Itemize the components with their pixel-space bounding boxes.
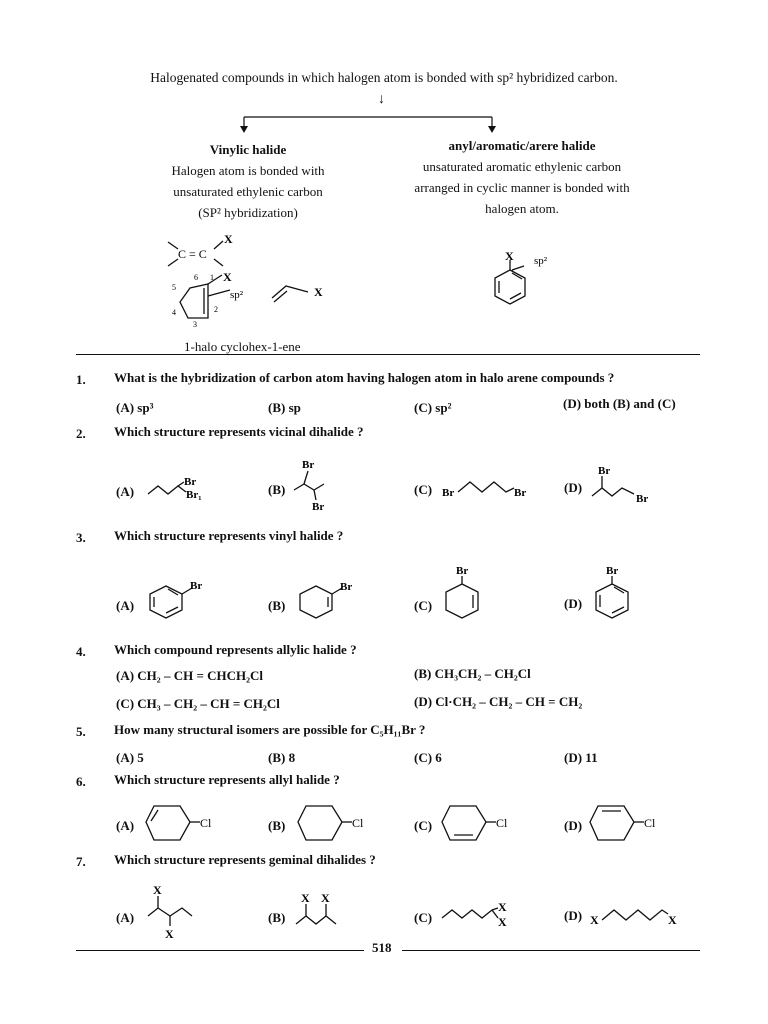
q6-structure-a — [144, 802, 224, 846]
option-b: (B) sp — [268, 400, 301, 415]
q6-structure-d — [588, 802, 668, 846]
cl-label: Cl — [200, 816, 212, 830]
vinylic-structures — [150, 228, 350, 328]
question-text: Which structure represents vinyl halide ? — [114, 528, 344, 543]
option-b: (B) — [268, 482, 286, 497]
vinylic-line1: Halogen atom is bonded with — [171, 163, 325, 178]
q2-structure-b — [290, 456, 340, 512]
x-label: X — [314, 285, 323, 299]
x-label: X — [668, 913, 677, 927]
option-d: (D) Cl·CH₂ – CH₂ – CH = CH₂ — [414, 694, 583, 709]
question-text: Which structure represents vicinal dihalide ? — [114, 424, 364, 439]
option-b: (B) CH₃CH₂ – CH₂Cl — [414, 666, 531, 681]
option-b: (B) 8 — [268, 750, 296, 765]
q7-structure-d — [590, 902, 690, 932]
aryl-halide-block — [388, 135, 656, 219]
question-text: What is the hybridization of carbon atom having halogen atom in halo arene compounds ? — [114, 370, 615, 385]
vinylic-line2: unsaturated ethylenic carbon — [173, 184, 323, 199]
q3-structure-b — [296, 576, 360, 622]
option-b: (B) — [268, 818, 286, 833]
q2-structure-a — [146, 470, 216, 506]
ceq-label: C = C — [178, 247, 207, 261]
x-label: X — [498, 900, 507, 914]
q7-structure-b — [294, 888, 354, 934]
question-text: How many structural isomers are possible for C₅H₁₁Br ? — [114, 722, 426, 737]
br-label: Br — [442, 487, 455, 499]
option-d: (D) — [564, 480, 583, 495]
br-label: Br — [598, 465, 611, 477]
x-label: X — [498, 915, 507, 929]
question-text: Which compound represents allylic halide ? — [114, 642, 357, 657]
ring-num-3: 3 — [193, 320, 197, 329]
option-a: (A) — [116, 910, 135, 925]
question-number: 7. — [76, 854, 86, 869]
x-label: X — [223, 270, 232, 284]
option-a: (A) — [116, 818, 135, 833]
option-b: (B) — [268, 598, 286, 613]
q3-structure-a — [146, 576, 210, 622]
br-label: Br₁ — [186, 489, 202, 501]
page-number: 518 — [372, 940, 392, 955]
br-label: Br — [606, 565, 619, 577]
ring-num-1: 1 — [210, 273, 214, 282]
option-d: (D) — [564, 596, 583, 611]
option-c: (C) — [414, 482, 433, 497]
ring-num-5: 5 — [172, 283, 176, 292]
option-d: (D) — [564, 908, 583, 923]
option-d: (D) both (B) and (C) — [563, 396, 676, 411]
cl-label: Cl — [644, 816, 656, 830]
cl-label: Cl — [496, 816, 508, 830]
question-number: 2. — [76, 426, 86, 441]
option-a: (A) — [116, 598, 135, 613]
q2-structure-c — [442, 474, 542, 504]
question-text: Which structure represents geminal dihalides ? — [114, 852, 376, 867]
option-a: (A) 5 — [116, 750, 144, 765]
intro-text: Halogenated compounds in which halogen atom is bonded with sp² hybridized carbon. — [150, 70, 618, 85]
x-label: X — [505, 249, 514, 263]
x-label: X — [165, 927, 174, 941]
sp2-label: sp² — [230, 289, 244, 301]
aryl-line1: unsaturated aromatic ethylenic carbon — [422, 159, 622, 174]
option-c: (C) sp² — [414, 400, 452, 415]
sp2-label: sp² — [534, 255, 548, 267]
x-label: X — [590, 913, 599, 927]
q6-structure-b — [296, 802, 376, 846]
q3-structure-d — [592, 562, 640, 624]
x-label: X — [321, 891, 330, 905]
q2-structure-d — [590, 460, 660, 506]
option-c: (C) — [414, 818, 433, 833]
br-label: Br — [312, 501, 325, 513]
br-label: Br — [514, 487, 527, 499]
br-label: Br — [302, 459, 315, 471]
q7-structure-c — [440, 894, 520, 934]
q6-structure-c — [440, 802, 520, 846]
question-number: 6. — [76, 774, 86, 789]
option-c: (C) CH₃ – CH₂ – CH = CH₂Cl — [116, 696, 280, 711]
option-d: (D) — [564, 818, 583, 833]
option-a: (A) — [116, 484, 135, 499]
section-divider — [76, 354, 700, 355]
vinylic-title: Vinylic halide — [209, 142, 287, 157]
aryl-line3: halogen atom. — [485, 201, 559, 216]
q7-structure-a — [146, 882, 206, 942]
halobenzene-structure — [488, 248, 568, 308]
option-a: (A) sp³ — [116, 400, 154, 415]
option-c: (C) — [414, 598, 433, 613]
x-label: X — [224, 232, 233, 246]
aryl-title: anyl/aromatic/arere halide — [448, 138, 596, 153]
cl-label: Cl — [352, 816, 364, 830]
x-label: X — [153, 883, 162, 897]
br-label: Br — [184, 476, 197, 488]
br-label: Br — [340, 581, 353, 593]
br-label: Br — [636, 493, 649, 505]
vinylic-line3: (SP² hybridization) — [198, 205, 298, 220]
question-text: Which structure represents allyl halide ? — [114, 772, 340, 787]
question-number: 1. — [76, 372, 86, 387]
option-b: (B) — [268, 910, 286, 925]
question-number: 4. — [76, 644, 86, 659]
ring-num-6: 6 — [194, 273, 198, 282]
aryl-line2: arranged in cyclic manner is bonded with — [414, 180, 630, 195]
q3-structure-c — [442, 562, 490, 624]
option-a: (A) CH₂ – CH = CHCH₂Cl — [116, 668, 263, 683]
branch-arrows — [0, 0, 768, 140]
ring-num-2: 2 — [214, 305, 218, 314]
question-number: 3. — [76, 530, 86, 545]
option-c: (C) 6 — [414, 750, 442, 765]
option-c: (C) — [414, 910, 433, 925]
down-arrow-icon: ↓ — [378, 92, 385, 107]
option-d: (D) 11 — [564, 750, 598, 765]
question-number: 5. — [76, 724, 86, 739]
ring-num-4: 4 — [172, 308, 176, 317]
vinylic-halide-block — [148, 139, 348, 223]
footer-rule-right — [402, 950, 700, 951]
br-label: Br — [456, 565, 469, 577]
vinylic-caption: 1-halo cyclohex-1-ene — [184, 339, 301, 354]
footer-rule-left — [76, 950, 364, 951]
x-label: X — [301, 891, 310, 905]
br-label: Br — [190, 580, 203, 592]
